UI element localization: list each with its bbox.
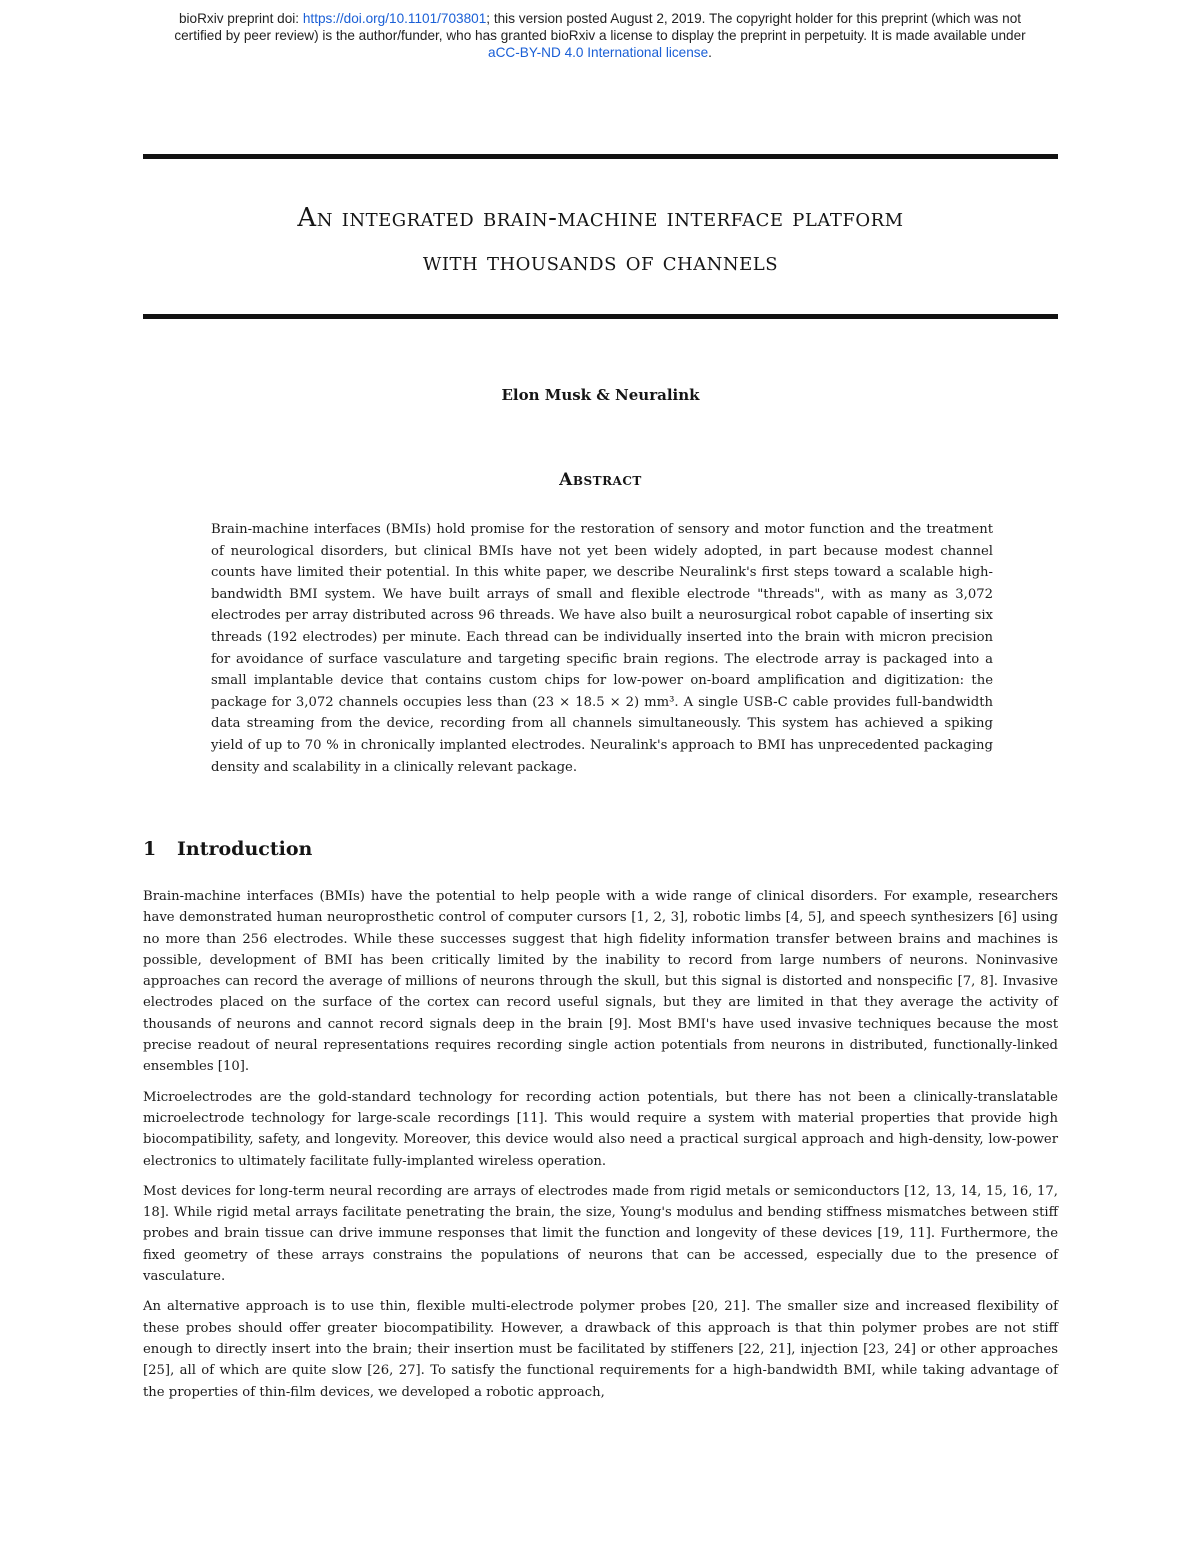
notice-line-3 <box>0 44 1200 61</box>
paper-title <box>143 196 1058 284</box>
body-paragraph: Brain-machine interfaces (BMIs) have the potential to help people with a wide range of clinical disorders. For example, researchers have demonstrated human neuroprosthetic control of computer cursors [1, 2, 3], robotic limbs [4, 5], and speech synthesizers [6] using no more than 256 electrodes. While these successes suggest that high fidelity information transfer between brains and machines is possible, development of BMI has been critically limited by the inability to record from large numbers of neurons. Noninvasive approaches can record the average of millions of neurons through the skull, but this signal is distorted and nonspecific [7, 8]. Invasive electrodes placed on the surface of the cortex can record useful signals, but they are limited in that they average the activity of thousands of neurons and cannot record signals deep in the brain [9]. Most BMI's have used invasive techniques because the most precise readout of neural representations requires recording single action potentials from neurons in distributed, functionally-linked ensembles [10]. <box>143 889 1058 1075</box>
abstract-text: Brain-machine interfaces (BMIs) hold promise for the restoration of sensory and motor function and the treatment of neurological disorders, but clinical BMIs have not yet been widely adopted, in part because modest channel counts have limited their potential. In this white paper, we describe Neuralink's first steps toward a scalable high-bandwidth BMI system. We have built arrays of small and flexible electrode "threads", with as many as 3,072 electrodes per array distributed across 96 threads. We have also built a neurosurgical robot capable of inserting six threads (192 electrodes) per minute. Each thread can be individually inserted into the brain with micron precision for avoidance of surface vasculature and targeting specific brain regions. The electrode array is packaged into a small implantable device that contains custom chips for low-power on-board amplification and digitization: the package for 3,072 channels occupies less than (23 × 18.5 × 2) mm³. A single USB-C cable provides full-bandwidth data streaming from the device, recording from all channels simultaneously. This system has achieved a spiking yield of up to 70 % in chronically implanted electrodes. Neuralink's approach to BMI has unprecedented packaging density and scalability in a clinically relevant package. <box>211 522 993 775</box>
title-line-2: with thousands of channels <box>422 247 779 277</box>
license-link[interactable]: CC-BY-ND 4.0 International license <box>495 45 709 60</box>
notice-prefix: bioRxiv preprint doi: <box>178 11 303 26</box>
preprint-notice <box>0 10 1200 61</box>
doi-link[interactable]: https://doi.org/10.1101/703801 <box>302 11 487 26</box>
top-title-rule <box>143 154 1058 159</box>
license-suffix: . <box>708 45 712 60</box>
section-heading <box>143 838 743 860</box>
body-paragraph: Most devices for long-term neural recording are arrays of electrodes made from rigid metals or semiconductors [12, 13, 14, 15, 16, 17, 18]. While rigid metal arrays facilitate penetrating the brain, the size, Young's modulus and bending stiffness mismatches between stiff probes and brain tissue can drive immune responses that limit the function and longevity of these devices [19, 11]. Furthermore, the fixed geometry of these arrays constrains the populations of neurons that can be accessed, especially due to the presence of vasculature. <box>143 1183 1058 1285</box>
body-paragraph: An alternative approach is to use thin, flexible multi-electrode polymer probes [20, 21]. The smaller size and increased flexibility of these probes should offer greater biocompatibility. However, a drawback of this approach is that thin polymer probes are not stiff enough to directly insert into the brain; their insertion must be facilitated by stiffeners [22, 21], injection [23, 24] or other approaches [25], all of which are quite slow [26, 27]. To satisfy the functional requirements for a high-bandwidth BMI, while taking advantage of the properties of thin-film devices, we developed a robotic approach, <box>143 1299 1058 1400</box>
body-paragraph: Microelectrodes are the gold-standard technology for recording action potentials, but there has not been a clinically-translatable microelectrode technology for large-scale recordings [11]. This would require a system with material properties that provide high biocompatibility, safety, and longevity. Moreover, this device would also need a practical surgical approach and high-density, low-power electronics to ultimately facilitate fully-implanted wireless operation. <box>143 1089 1058 1169</box>
title-line-1: An integrated brain-machine interface platform <box>297 203 904 233</box>
notice-suffix: ; this version posted August 2, 2019. The copyright holder for this preprint (which was not <box>486 11 1022 26</box>
author-line: Elon Musk & Neuralink <box>501 386 700 404</box>
section-title: Introduction <box>177 838 313 860</box>
abstract-heading: Abstract <box>559 470 642 490</box>
bottom-title-rule <box>143 314 1058 319</box>
notice-line-1 <box>0 10 1200 27</box>
license-prefix[interactable]: a <box>488 45 496 60</box>
notice-line-2: certified by peer review) is the author/funder, who has granted bioRxiv a license to display the preprint in perpetuity. It is made available under <box>174 28 1026 43</box>
section-body <box>143 886 1058 1412</box>
section-number: 1 <box>143 838 157 860</box>
